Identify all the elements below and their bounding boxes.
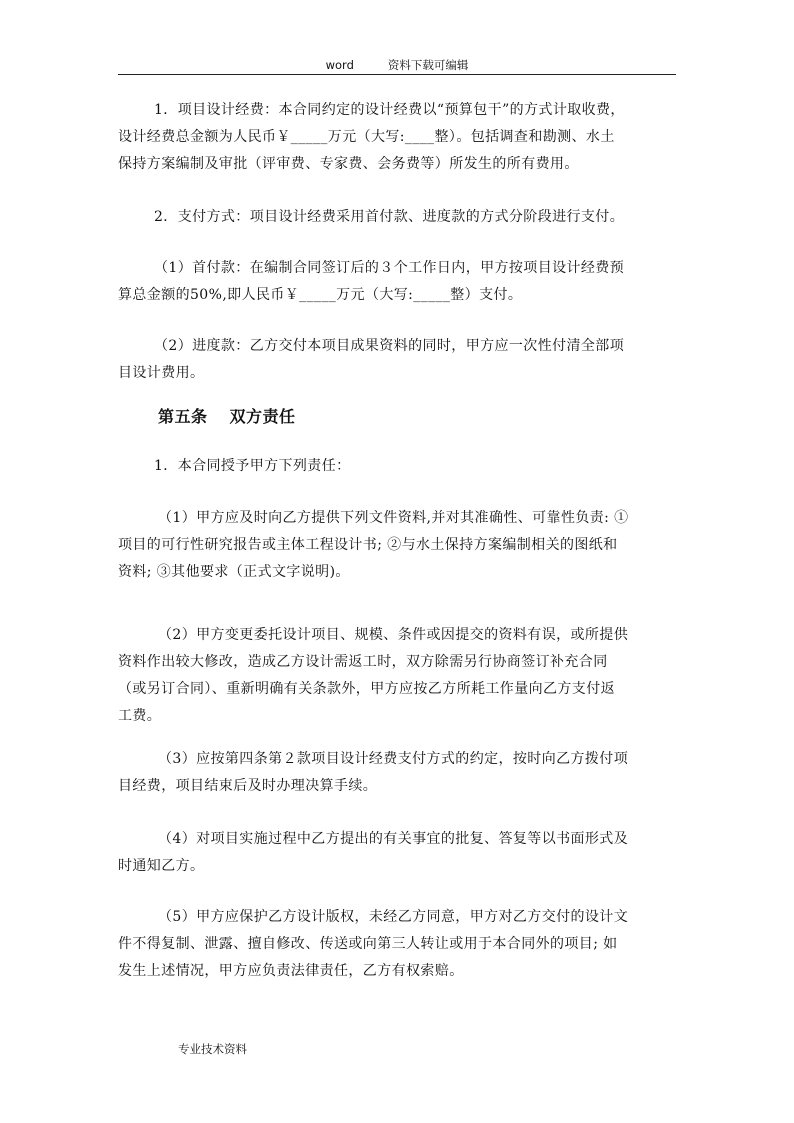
- text-line: 2．支付方式：项目设计经费采用首付款、进度款的方式分阶段进行支付。: [154, 209, 625, 225]
- text-line: 时通知乙方。: [118, 858, 205, 874]
- text-line: （2）甲方变更委托设计项目、规模、条件或因提交的资料有误，或所提供: [158, 627, 629, 643]
- section-number: 第五条: [158, 407, 208, 426]
- header-word: word: [325, 58, 354, 72]
- text-line: （2）进度款：乙方交付本项目成果资料的同时，甲方应一次性付清全部项: [154, 338, 625, 354]
- text-line: 件不得复制、泄露、擅自修改、传送或向第三人转让或用于本合同外的项目; 如: [118, 936, 618, 952]
- paragraph-duty-2: [118, 622, 676, 730]
- text-line: （3）应按第四条第２款项目设计经费支付方式的约定，按时向乙方拨付项: [158, 751, 629, 767]
- text-line: （4）对项目实施过程中乙方提出的有关事宜的批复、答复等以书面形式及: [158, 831, 629, 847]
- text-line: 算总金额的50%,即人民币￥_____万元（大写:_____整）支付。: [118, 287, 523, 303]
- text-line: 保持方案编制及审批（评审费、专家费、会务费等）所发生的所有费用。: [118, 156, 579, 172]
- text-line: 资料; ③其他要求（正式文字说明)。: [118, 564, 350, 580]
- paragraph-first-payment: [118, 255, 676, 309]
- paragraph-duty-5: [118, 904, 676, 985]
- text-line: 设计经费总金额为人民币￥_____万元（大写:____整）。包括调查和勘测、水土: [118, 129, 615, 145]
- section-heading: [158, 404, 296, 427]
- paragraph-payment-method: [118, 204, 676, 231]
- text-line: 1．项目设计经费：本合同约定的设计经费以“预算包干”的方式计取收费，: [154, 102, 625, 118]
- page-header: [118, 56, 676, 75]
- text-line: 资料作出较大修改，造成乙方设计需返工时，双方除需另行协商签订补充合同: [118, 654, 608, 670]
- paragraph-duty-4: [118, 826, 676, 880]
- text-line: （5）甲方应保护乙方设计版权，未经乙方同意，甲方对乙方交付的设计文: [158, 909, 629, 925]
- text-line: （1）甲方应及时向乙方提供下列文件资料,并对其准确性、可靠性负责: ①: [158, 510, 629, 526]
- page-footer: 专业技术资料: [178, 1042, 247, 1056]
- paragraph-duty-3: [118, 746, 676, 800]
- text-line: 发生上述情况，甲方应负责法律责任，乙方有权索赔。: [118, 963, 464, 979]
- text-line: 目经费，项目结束后及时办理决算手续。: [118, 778, 378, 794]
- text-line: 1．本合同授予甲方下列责任：: [154, 458, 351, 474]
- paragraph-duty-1: [118, 505, 676, 586]
- header-subtitle: 资料下载可编辑: [387, 58, 469, 72]
- paragraph-progress-payment: [118, 333, 676, 387]
- text-line: （1）首付款：在编制合同签订后的３个工作日内，甲方按项目设计经费预: [154, 260, 625, 276]
- text-line: 目设计费用。: [118, 365, 205, 381]
- text-line: 项目的可行性研究报告或主体工程设计书; ②与水土保持方案编制相关的图纸和: [118, 537, 618, 553]
- text-line: （或另订合同）、重新明确有关条款外，甲方应按乙方所耗工作量向乙方支付返: [118, 681, 615, 697]
- paragraph-party-a-duties: [118, 453, 676, 480]
- paragraph-design-fee: [118, 97, 676, 178]
- text-line: 工费。: [118, 708, 162, 724]
- section-title: 双方责任: [229, 407, 296, 426]
